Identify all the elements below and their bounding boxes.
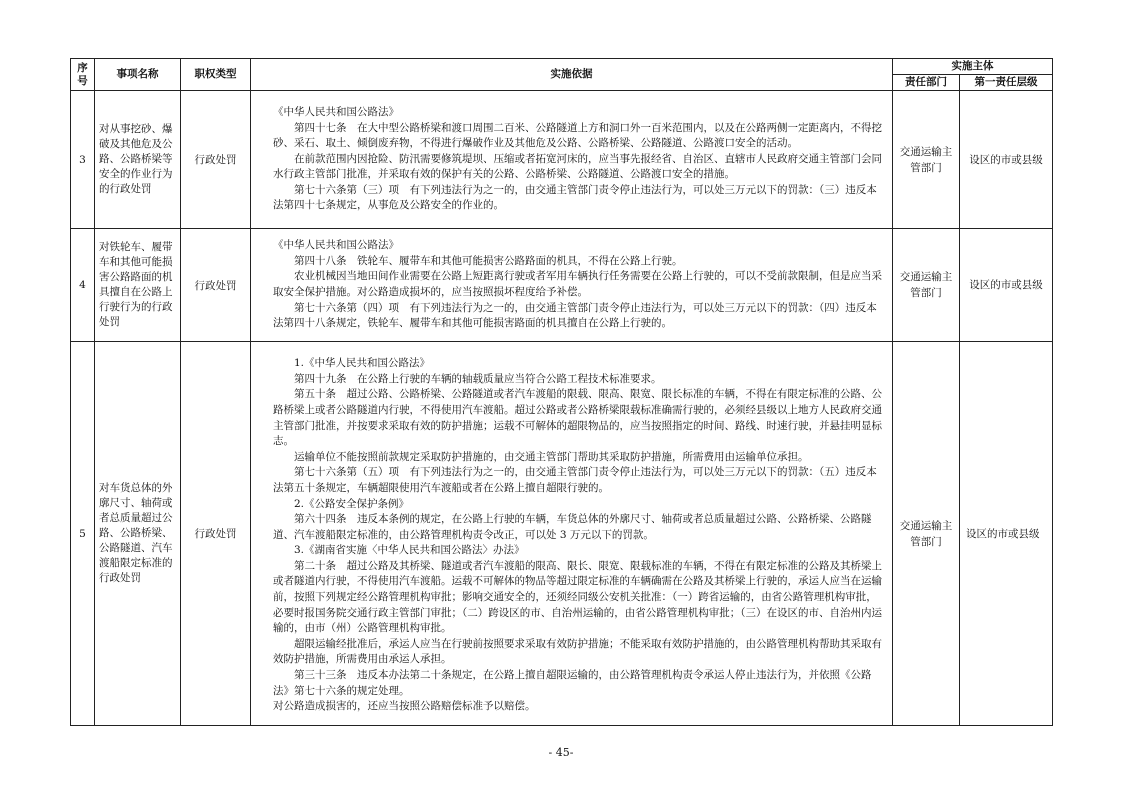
header-subject: 实施主体 (893, 59, 1053, 75)
enforcement-table (70, 58, 1053, 726)
page-number: - 45- (548, 746, 574, 759)
row-type: 行政处罚 (181, 342, 251, 726)
basis-line: 第二十条 超过公路及其桥梁、隧道或者汽车渡船的限高、限长、限宽、限载标准的车辆，不得在有限定标准的公路及其桥梁上或者隧道内行驶，不得使用汽车渡船。运载不可解体的物品等超过限定标准的车辆确需在公路及其桥梁上行驶的，承运人应当在运输前，按照下列规定经公路管理机构审批；影响交通安全的，还须经同级公安机关批准：（一）跨省运输的，由省公路管理机构审批，必要时报国务院交通行政主管部门审批；（二）跨设区的市、自治州运输的，由省公路管理机构审批；（三）在设区的市、自治州内运输的，由市（州）公路管理机构审批。 (273, 559, 882, 635)
row-seq: 4 (71, 229, 95, 342)
table-row (71, 229, 1053, 342)
row-dept: 交通运输主管部门 (893, 229, 960, 342)
row-basis (251, 91, 893, 229)
row-dept: 交通运输主管部门 (893, 342, 960, 726)
row-name: 对铁轮车、履带车和其他可能损害公路路面的机具擅自在公路上行驶行为的行政处罚 (95, 229, 181, 342)
table-row (71, 91, 1053, 229)
basis-line: 2.《公路安全保护条例》 (294, 497, 410, 510)
basis-line: 农业机械因当地田间作业需要在公路上短距离行驶或者军用车辆执行任务需要在公路上行驶的，可以不受前款限制，但是应当采取安全保护措施。对公路造成损坏的，应当按照损坏程度给予补偿。 (273, 270, 882, 298)
row-name: 对车货总体的外廓尺寸、轴荷或者总质量超过公路、公路桥梁、公路隧道、汽车渡船限定标准的行政处罚 (95, 342, 181, 726)
header-basis: 实施依据 (251, 59, 893, 91)
header-level: 第一责任层级 (960, 75, 1053, 91)
basis-line: 1.《中华人民共和国公路法》 (294, 357, 431, 370)
header-name: 事项名称 (95, 59, 181, 91)
basis-line: 超限运输经批准后，承运人应当在行驶前按照要求采取有效防护措施；不能采取有效防护措施的，由公路管理机构帮助其采取有效防护措施，所需费用由承运人承担。 (273, 637, 882, 666)
row-dept: 交通运输主管部门 (893, 91, 960, 229)
basis-line: 第七十六条第（四）项 有下列违法行为之一的，由交通主管部门责令停止违法行为，可以处三万元以下的罚款：（四）违反本法第四十八条规定，铁轮车、履带车和其他可能损害路面的机具擅自在公路上行驶的。 (273, 301, 877, 330)
row-type: 行政处罚 (181, 229, 251, 342)
row-name: 对从事挖砂、爆破及其他危及公路、公路桥梁等安全的作业行为的行政处罚 (95, 91, 181, 229)
basis-line: 第五十条 超过公路、公路桥梁、公路隧道或者汽车渡船的限载、限高、限宽、限长标准的车辆，不得在有限定标准的公路、公路桥梁上或者公路隧道内行驶，不得使用汽车渡船。超过公路或者公路桥梁限载标准确需行驶的，必须经县级以上地方人民政府交通主管部门批准，并按要求采取有效的防护措施；运载不可解体的超限物品的，应当按照指定的时间、路线、时速行驶，并悬挂明显标志。 (273, 388, 882, 448)
row-level: 设区的市或县级 (960, 342, 1053, 726)
basis-line: 第六十四条 违反本条例的规定，在公路上行驶的车辆，车货总体的外廓尺寸、轴荷或者总质量超过公路、公路桥梁、公路隧道、汽车渡船限定标准的，由公路管理机构责令改正，可以处 3 万元以下的罚款。 (273, 513, 872, 541)
basis-line: 对公路造成损害的，还应当按照公路赔偿标准予以赔偿。 (273, 700, 536, 713)
basis-line: 在前款范围内因抢险、防汛需要修筑堤坝、压缩或者拓宽河床的，应当事先报经省、自治区、直辖市人民政府交通主管部门会同水行政主管部门批准，并采取有效的保护有关的公路、公路桥梁、公路隧道、公路渡口安全的措施。 (273, 152, 882, 181)
basis-line: 第七十六条第（三）项 有下列违法行为之一的，由交通主管部门责令停止违法行为，可以处三万元以下的罚款：（三）违反本法第四十七条规定，从事危及公路安全的作业的。 (273, 183, 877, 212)
basis-line: 运输单位不能按照前款规定采取防护措施的，由交通主管部门帮助其采取防护措施，所需费用由运输单位承担。 (294, 450, 809, 463)
row-level: 设区的市或县级 (960, 91, 1053, 229)
row-seq: 3 (71, 91, 95, 229)
row-basis (251, 342, 893, 726)
header-seq: 序号 (71, 59, 95, 91)
basis-line: 第三十三条 违反本办法第二十条规定，在公路上擅自超限运输的，由公路管理机构责令承运人停止违法行为，并依照《公路法》第七十六条的规定处理。 (273, 669, 872, 697)
header-dept: 责任部门 (893, 75, 960, 91)
basis-line: 《中华人民共和国公路法》 (273, 105, 399, 118)
table-row (71, 342, 1053, 726)
row-level: 设区的市或县级 (960, 229, 1053, 342)
row-type: 行政处罚 (181, 91, 251, 229)
header-type: 职权类型 (181, 59, 251, 91)
basis-line: 第七十六条第（五）项 有下列违法行为之一的，由交通主管部门责令停止违法行为，可以处三万元以下的罚款：（五）违反本法第五十条规定，车辆超限使用汽车渡船或者在公路上擅自超限行驶的。 (273, 466, 877, 494)
basis-line: 《中华人民共和国公路法》 (273, 239, 399, 252)
basis-line: 第四十八条 铁轮车、履带车和其他可能损害公路路面的机具，不得在公路上行驶。 (294, 254, 683, 267)
basis-line: 3.《湖南省实施〈中华人民共和国公路法〉办法》 (294, 544, 525, 557)
row-seq: 5 (71, 342, 95, 726)
row-basis (251, 229, 893, 342)
basis-line: 第四十七条 在大中型公路桥梁和渡口周围二百米、公路隧道上方和洞口外一百米范围内，以及在公路两侧一定距离内，不得挖砂、采石、取土、倾倒废弃物，不得进行爆破作业及其他危及公路、公路桥梁、公路隧道、公路渡口安全的活动。 (273, 121, 882, 150)
basis-line: 第四十九条 在公路上行驶的车辆的轴载质量应当符合公路工程技术标准要求。 (294, 372, 662, 385)
